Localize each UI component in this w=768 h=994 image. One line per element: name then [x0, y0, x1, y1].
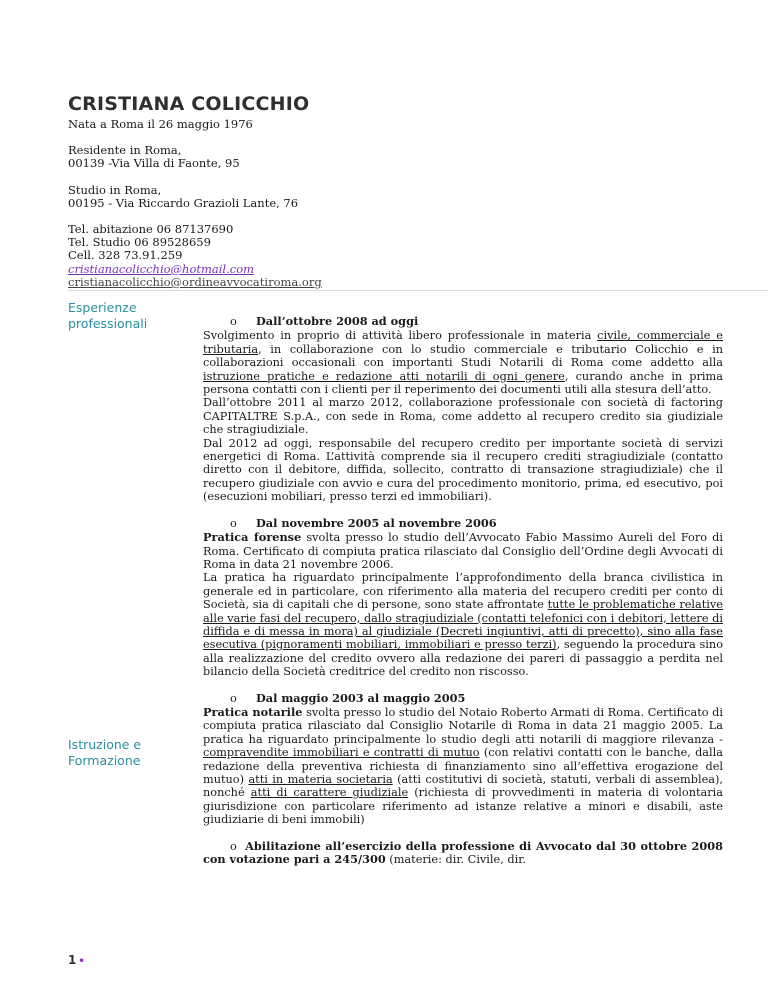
- email-link-ordine[interactable]: cristianacolicchio@ordineavvocatiroma.org: [68, 274, 322, 289]
- bullet-icon: o: [230, 315, 237, 328]
- page-number: 1: [68, 953, 77, 967]
- entry-forensic-practice: [203, 517, 723, 679]
- entry-notary-practice: [203, 692, 723, 827]
- entry-text-underlined: civile, commerciale e tributaria: [203, 329, 723, 356]
- entry-text-underlined: tutte le problematiche relative alle varie fasi del recupero, dallo stragiudiziale (contatti telefonici con i debitori, lettere di diffida e di messa in mora) al giudiziale (Decreti ingiuntivi, atti di precetto), sino alla fase esecutiva (pignoramenti mobiliari, immobiliari e presso terzi): [203, 598, 723, 652]
- entry-text-underlined: istruzione pratiche e redazione atti notarili di ogni genere: [203, 369, 565, 383]
- residence-address: 00139 -Via Villa di Faonte, 95: [68, 156, 240, 171]
- entry-lead: Pratica notarile: [203, 704, 303, 719]
- section-label-experience: Esperienze professionali: [68, 300, 148, 331]
- entry-lead: Pratica forense: [203, 530, 302, 545]
- entry-title: Dal maggio 2003 al maggio 2005: [256, 690, 466, 705]
- bullet-icon: o: [230, 691, 237, 705]
- entry-text: (con relativi contatti con le banche, dalla redazione della preventiva richiesta di finanziamento sino all’effettiva erogazione del mutuo): [203, 746, 723, 786]
- entry-text: Svolgimento in proprio di attività libero professionale in materia: [203, 329, 598, 343]
- entry-text: , curando anche in prima persona contatti con i clienti per il reperimento dei documenti utili alla stesura dell’atto.: [203, 369, 723, 397]
- entries-column: [203, 315, 723, 879]
- entry-paragraph: Dall’ottobre 2011 al marzo 2012, collaborazione professionale con società di factoring CAPITALTRE S.p.A., con sede in Roma, come addetto al recupero credito sia giudiziale che stragiudiziale.: [203, 396, 723, 437]
- entry-paragraph: Dal 2012 ad oggi, responsabile del recupero credito per importante società di servizi energetici di Roma. L’attività comprende sia il recupero crediti stragiudiziale (contatto diretto con il debitore, diffida, sollecito, contratto di transazione stragiudiziale) che il recupero giudiziale con avvio e cura del procedimento monitorio, prima, ed esecutivo, poi (esecuzioni mobiliari, presso terzi ed immobiliari).: [203, 436, 723, 504]
- footer-dot-icon: •: [78, 956, 85, 967]
- residence-label: Residente in Roma,: [68, 143, 182, 158]
- bullet-icon: o: [230, 516, 237, 530]
- studio-label: Studio in Roma,: [68, 182, 162, 197]
- candidate-name: CRISTIANA COLICCHIO: [68, 93, 310, 115]
- home-phone: Tel. abitazione 06 87137690: [68, 222, 234, 237]
- birth-info: Nata a Roma il 26 maggio 1976: [68, 117, 253, 131]
- page-footer: [68, 953, 85, 967]
- entry-text: svolta presso lo studio dell’Avvocato Fabio Massimo Aureli del Foro di Roma. Certificato di compiuta pratica rilasciato dal Consiglio dell’Ordine degli Avvocati di Roma in data 21 novembre 2006.: [203, 531, 723, 571]
- entry-text-underlined: atti in materia societaria: [248, 773, 393, 786]
- entry-title: Dall’ottobre 2008 ad oggi: [256, 314, 419, 328]
- entry-text: , seguendo la procedura sino alla realizzazione del credito ovvero alla redazione dei pareri di passaggio a perdita nel bilancio della Società creditrice del credito non riscosso.: [203, 638, 723, 679]
- entry-text: (atti costitutivi di società, statuti, verbali di assemblea), nonché: [203, 773, 723, 800]
- entry-bar-qualification: [203, 840, 723, 867]
- entry-text: svolta presso lo studio del Notaio Roberto Armati di Roma. Certificato di compiuta pratica rilasciato dal Consiglio Notarile di Roma in data 21 maggio 2005. La pratica ha riguardato principalmente lo studio degli atti notarili di maggiore rilevanza -: [203, 705, 724, 746]
- section-divider: [68, 290, 768, 291]
- entry-text: , in collaborazione con lo studio commerciale e tributario Colicchio e in collaborazioni occasionali con importanti Studi Notarili di Roma come addetto alla: [203, 342, 723, 370]
- email-link-hotmail[interactable]: cristianacolicchio@hotmail.com: [68, 261, 255, 276]
- entry-text-underlined: atti di carattere giudiziale: [250, 786, 409, 800]
- contact-block: [68, 118, 322, 289]
- studio-address: 00195 - Via Riccardo Grazioli Lante, 76: [68, 195, 299, 210]
- entry-text: La pratica ha riguardato principalmente l’approfondimento della branca civilistica in generale ed in particolare, con riferimento alla materia del recupero crediti per conto di Società, sia di capitali che di persone, sono state affrontate: [203, 571, 723, 612]
- studio-phone: Tel. Studio 06 89528659: [68, 235, 211, 250]
- entry-text: (richiesta di provvedimenti in materia di volontaria giurisdizione con particolare riferimento ad istanze relative a minori e disabili, aste giudiziarie di beni immobili): [203, 786, 724, 827]
- entry-text: (materie: dir. Civile, dir.: [385, 853, 526, 867]
- entry-freelance: [203, 315, 723, 504]
- entry-title: Dal novembre 2005 al novembre 2006: [256, 515, 497, 530]
- cell-phone: Cell. 328 73.91.259: [68, 248, 183, 263]
- entry-title: Abilitazione all’esercizio della professione di Avvocato dal 30 ottobre 2008 con votazione pari a 245/300: [203, 838, 723, 867]
- section-label-education: Istruzione e Formazione: [68, 737, 142, 768]
- bullet-icon: o: [230, 839, 246, 853]
- entry-text-underlined: compravendite immobiliari e contratti di mutuo: [203, 746, 480, 760]
